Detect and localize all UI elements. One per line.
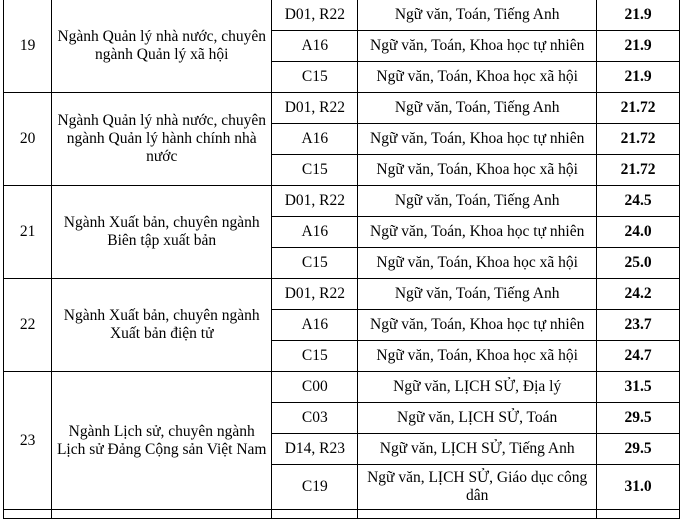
subject-combination: Ngữ văn, Toán, Khoa học xã hội: [358, 248, 597, 279]
admission-score-table: [3, 0, 680, 519]
major-name: Ngành Xuất bản, chuyên ngành Biên tập xuất bản: [52, 186, 272, 279]
block-code: A16: [272, 310, 358, 341]
block-code: D01, R22: [272, 0, 358, 31]
major-name: Ngành Lịch sử, chuyên ngành Lịch sử Đảng Cộng sản Việt Nam: [52, 372, 272, 510]
major-name: Ngành Quản lý nhà nước, chuyên ngành Quản lý xã hội: [52, 0, 272, 93]
subject-combination: Ngữ văn, Toán, Khoa học tự nhiên: [358, 310, 597, 341]
admission-score: 21.9: [597, 31, 680, 62]
subject-combination: Ngữ văn, Toán, Khoa học tự nhiên: [358, 31, 597, 62]
row-number: 21: [4, 186, 52, 279]
row-number: 20: [4, 93, 52, 186]
block-code: D01, R22: [272, 93, 358, 124]
admission-score: 29.5: [597, 434, 680, 465]
subject-combination: Ngữ văn, LỊCH SỬ, Địa lý: [358, 372, 597, 403]
block-code: C15: [272, 155, 358, 186]
subject-combination: Ngữ văn, Toán, Tiếng Anh: [358, 0, 597, 31]
subject-combination: Ngữ văn, LỊCH SỬ, Tiếng Anh: [358, 434, 597, 465]
block-code: D01, R22: [272, 186, 358, 217]
admission-score: 21.9: [597, 0, 680, 31]
block-code: A16: [272, 217, 358, 248]
major-name: Ngành Xuất bản, chuyên ngành Xuất bản điện tử: [52, 279, 272, 372]
table-row: [4, 279, 680, 310]
subject-combination: Ngữ văn, Toán, Khoa học xã hội: [358, 62, 597, 93]
admission-score: 24.5: [597, 186, 680, 217]
block-code: C15: [272, 62, 358, 93]
subject-combination: Ngữ văn, Toán, Tiếng Anh: [358, 279, 597, 310]
subject-combination: Ngữ văn, Toán, Khoa học xã hội: [358, 155, 597, 186]
block-code: A16: [272, 124, 358, 155]
admission-score: 23.7: [597, 310, 680, 341]
subject-combination: Ngữ văn, Toán, Khoa học xã hội: [358, 341, 597, 372]
admission-score: 21.72: [597, 155, 680, 186]
block-code: A16: [272, 31, 358, 62]
admission-score: 21.72: [597, 124, 680, 155]
admission-score: 25.0: [597, 248, 680, 279]
subject-combination: Ngữ văn, Toán, Tiếng Anh: [358, 186, 597, 217]
subject-combination: Ngữ văn, LỊCH SỬ, Giáo dục công dân: [358, 465, 597, 510]
table-row-partial: [4, 510, 680, 519]
admission-score: 31.5: [597, 372, 680, 403]
major-name: Ngành Quản lý nhà nước, chuyên ngành Quản lý hành chính nhà nước: [52, 93, 272, 186]
admission-score: 29.5: [597, 403, 680, 434]
table-row: [4, 93, 680, 124]
subject-combination: Ngữ văn, Toán, Khoa học tự nhiên: [358, 124, 597, 155]
table-row: [4, 372, 680, 403]
admission-score: 24.2: [597, 279, 680, 310]
block-code: C19: [272, 465, 358, 510]
subject-combination: Ngữ văn, Toán, Tiếng Anh: [358, 93, 597, 124]
block-code: D14, R23: [272, 434, 358, 465]
block-code: C03: [272, 403, 358, 434]
table-row: [4, 186, 680, 217]
subject-combination: Ngữ văn, Toán, Khoa học tự nhiên: [358, 217, 597, 248]
block-code: C15: [272, 341, 358, 372]
admission-score: 24.7: [597, 341, 680, 372]
admission-score: 21.72: [597, 93, 680, 124]
row-number: 22: [4, 279, 52, 372]
block-code: D01, R22: [272, 279, 358, 310]
admission-score: 24.0: [597, 217, 680, 248]
block-code: C15: [272, 248, 358, 279]
block-code: C00: [272, 372, 358, 403]
row-number: 19: [4, 0, 52, 93]
row-number: 23: [4, 372, 52, 510]
subject-combination: Ngữ văn, LỊCH SỬ, Toán: [358, 403, 597, 434]
table-row: [4, 0, 680, 31]
admission-score: 21.9: [597, 62, 680, 93]
admission-score: 31.0: [597, 465, 680, 510]
